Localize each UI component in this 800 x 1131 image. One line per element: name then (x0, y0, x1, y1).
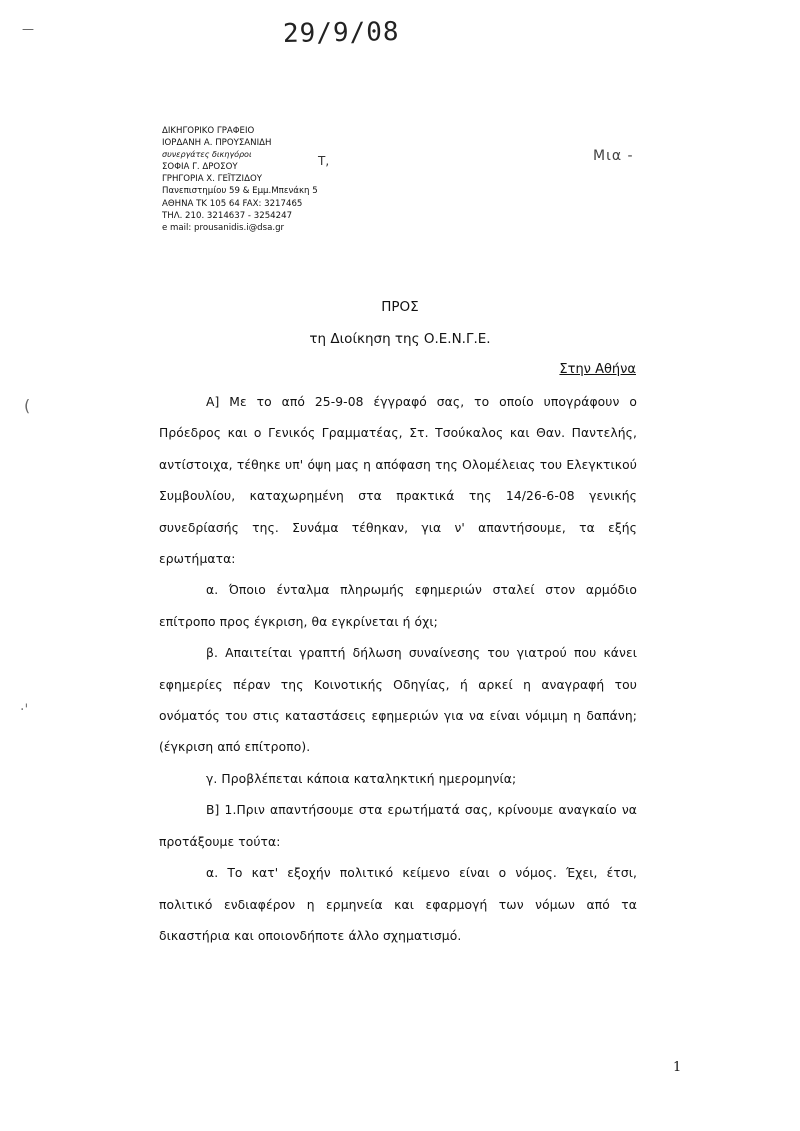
letterhead-associate-2: ΓΡΗΓΟΡΙΑ Χ. ΓΕΪΤΖΙΔΟΥ (162, 174, 262, 185)
place-line: Στην Αθήνα (559, 362, 636, 377)
stray-mark: — (22, 22, 34, 36)
stray-mark: ·' (20, 702, 29, 718)
heading-to: ΠΡΟΣ (381, 299, 419, 315)
letterhead-phone: ΤΗΛ. 210. 3214637 - 3254247 (162, 210, 293, 221)
letterhead-city-fax: ΑΘΗΝΑ ΤΚ 105 64 FAX: 3217465 (162, 198, 303, 209)
letterhead-associates-label: συνεργάτες δικηγόροι (162, 150, 252, 160)
paragraph-a: Α] Με το από 25-9-08 έγγραφό σας, το οποίο υπογράφουν ο Πρόεδρος και ο Γενικός Γραμματέας, Στ. Τσούκαλος και Θαν. Παντελής, αντίστοιχα, τέθηκε υπ' όψη μας η απόφαση της Ολομέλειας του Ελεγκτικού Συμβουλίου, καταχωρημένη στα πρακτικά της 14/26-6-08 γενικής συνεδρίασής της. Συνάμα τέθηκαν, για ν' απαντήσουμε, τα εξής ερωτήματα: (159, 395, 637, 567)
letterhead-email: e mail: prousanidis.i@dsa.gr (162, 222, 285, 233)
question-c: γ. Προβλέπεται κάποια καταληκτική ημερομηνία; (206, 771, 517, 786)
stray-mark: Τ, (318, 154, 330, 168)
question-a: α. Όποιο ένταλμα πληρωμής εφημεριών σταλεί στον αρμόδιο επίτροπο προς έγκριση, θα εγκρίνεται ή όχι; (159, 583, 637, 629)
stray-mark: ( (24, 396, 31, 415)
letterhead-lawyer: ΙΟΡΔΑΝΗ Α. ΠΡΟΥΣΑΝΙΔΗ (162, 138, 272, 149)
handwritten-note: Μια - (593, 148, 634, 164)
paragraph-b: Β] 1.Πριν απαντήσουμε στα ερωτήματά σας, κρίνουμε αναγκαίο να προτάξουμε τούτα: (159, 803, 637, 849)
paragraph-b-a: α. Το κατ' εξοχήν πολιτικό κείμενο είναι ο νόμος. Έχει, έτσι, πολιτικό ενδιαφέρον η ερμηνεία και εφαρμογή των νόμων από τα δικαστήρια και οποιονδήποτε άλλο σχηματισμό. (159, 866, 637, 943)
letterhead-address: Πανεπιστημίου 59 & Εμμ.Μπενάκη 5 (162, 186, 318, 197)
page-number: 1 (673, 1060, 682, 1075)
letter-body (159, 387, 637, 952)
handwritten-date: 29/9/08 (282, 16, 400, 50)
question-b: β. Απαιτείται γραπτή δήλωση συναίνεσης του γιατρού που κάνει εφημερίες πέραν της Κοινοτικής Οδηγίας, ή αρκεί η αναγραφή του ονόματός του στις καταστάσεις εφημεριών για να είναι νόμιμη η δαπάνη; (έγκριση από επίτροπο). (159, 646, 637, 755)
heading-recipient: τη Διοίκηση της Ο.Ε.Ν.Γ.Ε. (309, 331, 491, 347)
letterhead-firm: ΔΙΚΗΓΟΡΙΚΟ ΓΡΑΦΕΙΟ (162, 126, 255, 136)
letterhead-associate-1: ΣΟΦΙΑ Γ. ΔΡΟΣΟΥ (162, 162, 238, 173)
letterhead (162, 125, 318, 234)
